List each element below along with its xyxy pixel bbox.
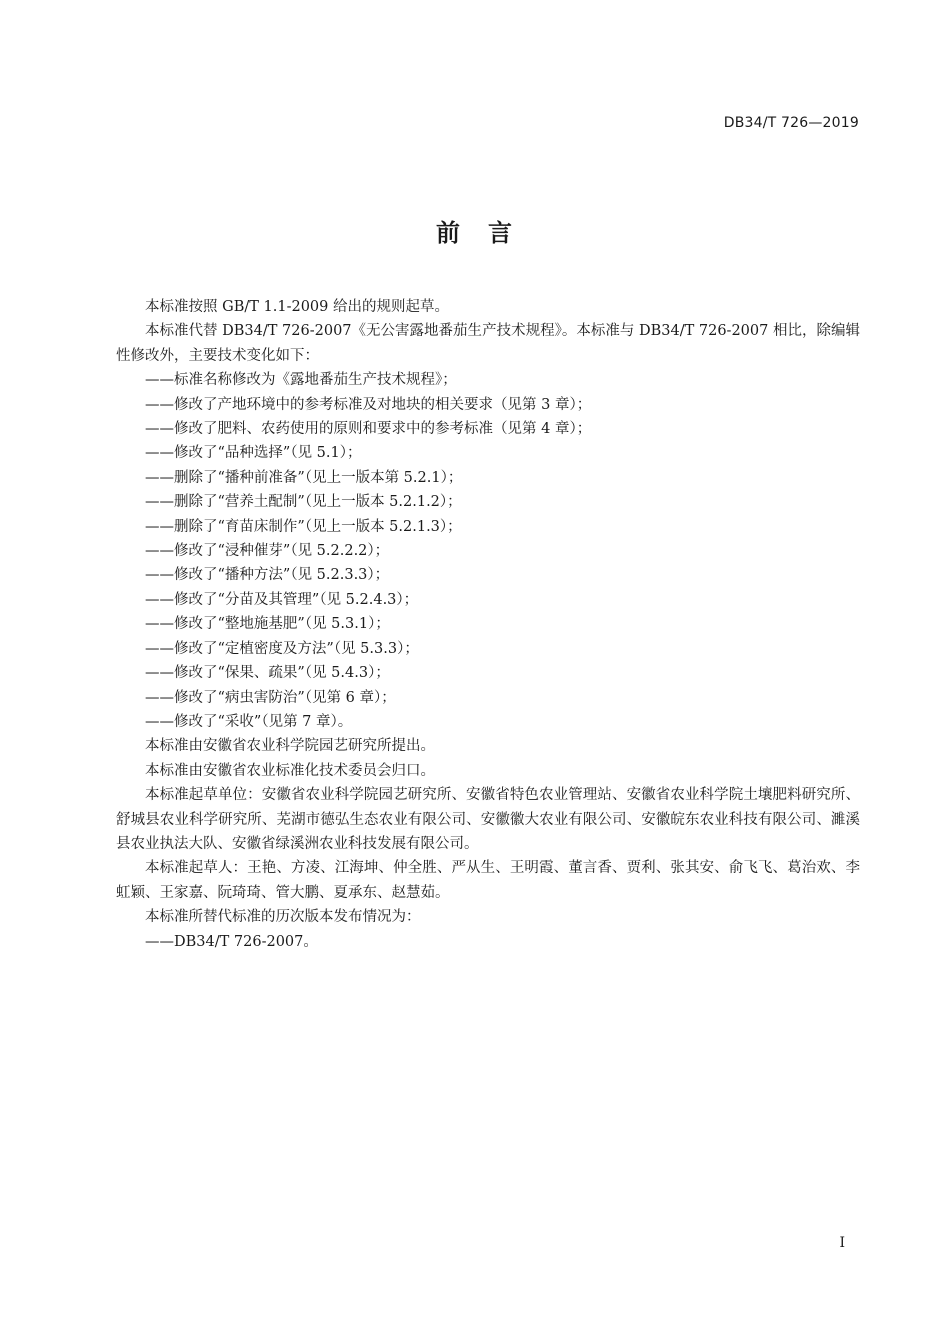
paragraph: 本标准按照 GB/T 1.1-2009 给出的规则起草。 bbox=[145, 299, 449, 315]
page-number: I bbox=[839, 1235, 845, 1251]
page-title: 前 言 bbox=[436, 219, 514, 247]
list-item: ——修改了“病虫害防治”（见第 6 章）； bbox=[145, 689, 396, 706]
standard-code: DB34/T 726—2019 bbox=[723, 115, 859, 131]
list-item: ——标准名称修改为《露地番茄生产技术规程》； bbox=[145, 372, 457, 389]
paragraph: 本标准起草单位：安徽省农业科学院园艺研究所、安徽省特色农业管理站、安徽省农业科学院土壤肥料研究所、舒城县农业科学研究所、芜湖市德弘生态农业有限公司、安徽徽大农业有限公司、安徽皖东农业科技有限公司、濉溪县农业执法大队、安徽省绿溪洲农业科技发展有限公司。 bbox=[116, 787, 860, 852]
list-item: ——删除了“营养土配制”（见上一版本 5.2.1.2）； bbox=[145, 494, 462, 511]
paragraph: 本标准所替代标准的历次版本发布情况为： bbox=[145, 909, 421, 926]
paragraph: 本标准起草人：王艳、方凌、江海坤、仲全胜、严从生、王明霞、董言香、贾利、张其安、俞飞飞、葛治欢、李虹颖、王家嘉、阮琦琦、管大鹏、夏承东、赵慧茹。 bbox=[116, 860, 860, 901]
list-item: ——修改了“整地施基肥”（见 5.3.1）； bbox=[145, 616, 390, 633]
paragraph: 本标准代替 DB34/T 726-2007《无公害露地番茄生产技术规程》。本标准与 DB34/T 726-2007 相比，除编辑性修改外，主要技术变化如下： bbox=[116, 323, 860, 364]
list-item: ——删除了“育苗床制作”（见上一版本 5.2.1.3）； bbox=[145, 518, 462, 535]
list-item: ——修改了“采收”（见第 7 章）。 bbox=[145, 713, 353, 730]
list-item: ——DB34/T 726-2007。 bbox=[145, 933, 318, 950]
list-item: ——修改了肥料、农药使用的原则和要求中的参考标准（见第 4 章）； bbox=[145, 421, 592, 438]
list-item: ——修改了“分苗及其管理”（见 5.2.4.3）； bbox=[145, 591, 419, 608]
list-item: ——修改了“品种选择”（见 5.1）； bbox=[145, 445, 362, 462]
list-item: ——修改了产地环境中的参考标准及对地块的相关要求（见第 3 章）； bbox=[145, 396, 592, 413]
paragraph: 本标准由安徽省农业标准化技术委员会归口。 bbox=[145, 762, 435, 779]
paragraph: 本标准由安徽省农业科学院园艺研究所提出。 bbox=[145, 738, 435, 755]
list-item: ——修改了“保果、疏果”（见 5.4.3）； bbox=[145, 665, 390, 682]
list-item: ——修改了“浸种催芽”（见 5.2.2.2）； bbox=[145, 543, 390, 560]
list-item: ——修改了“播种方法”（见 5.2.3.3）； bbox=[145, 567, 390, 584]
list-item: ——删除了“播种前准备”（见上一版本第 5.2.1）； bbox=[145, 469, 463, 486]
list-item: ——修改了“定植密度及方法”（见 5.3.3）； bbox=[145, 640, 419, 657]
foreword-body bbox=[116, 295, 860, 954]
